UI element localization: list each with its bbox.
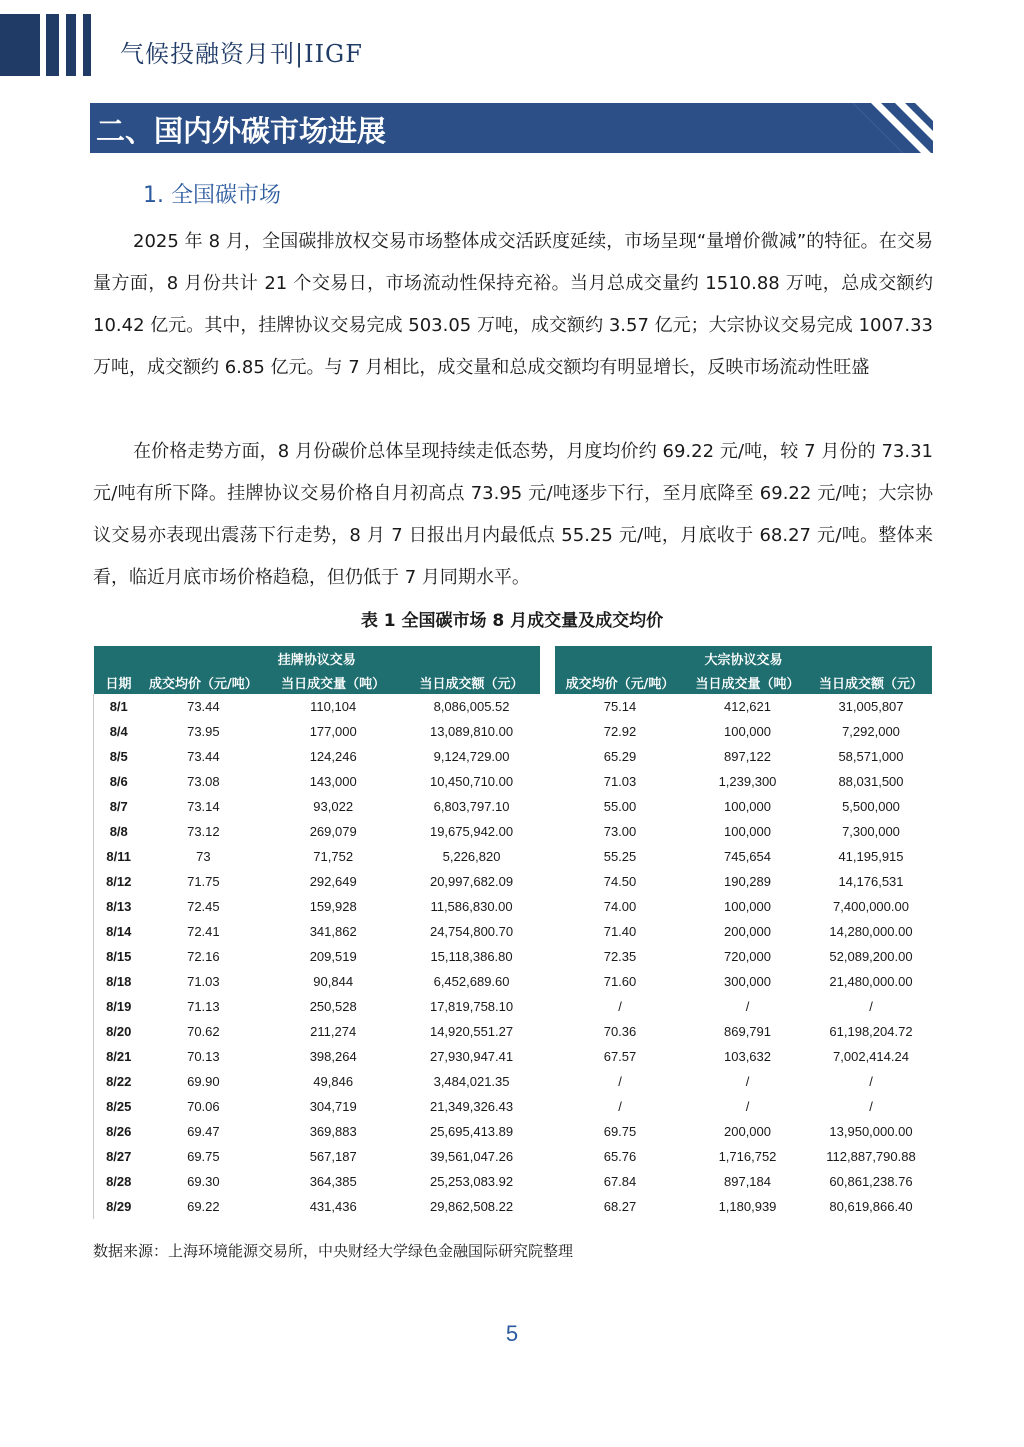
- table-row: [94, 844, 541, 869]
- date-cell: 8/6: [94, 769, 144, 794]
- table-row: [555, 794, 932, 819]
- table-cell: 341,862: [309, 924, 357, 939]
- table-cell: 5,500,000: [842, 799, 900, 814]
- table-cell: 159,928: [309, 899, 357, 914]
- section-title: 二、国内外碳市场进展: [96, 114, 387, 148]
- table-cell: 74.00: [603, 899, 637, 914]
- table-row: [555, 869, 932, 894]
- date-cell: 8/27: [94, 1144, 144, 1169]
- table-row: [555, 944, 932, 969]
- table-cell: 100,000: [724, 824, 771, 839]
- data-source-note: 数据来源：上海环境能源交易所，中央财经大学绿色金融国际研究院整理: [93, 1242, 574, 1260]
- table-cell: 897,122: [724, 749, 771, 764]
- table-cell: 73.12: [187, 824, 220, 839]
- table-row: [94, 919, 541, 944]
- table-cell: 72.16: [187, 949, 220, 964]
- table-row: [94, 969, 541, 994]
- table-cell: 110,104: [310, 699, 357, 714]
- col-header: 当日成交额（元）: [810, 670, 932, 694]
- table-cell: 73.14: [187, 799, 220, 814]
- table-cell: 67.57: [603, 1049, 637, 1064]
- table-cell: 73.95: [187, 724, 220, 739]
- table-row: [555, 1194, 932, 1219]
- table-row: [555, 719, 932, 744]
- col-header: 当日成交量（吨）: [685, 670, 810, 694]
- table-row: [555, 1019, 932, 1044]
- table-row: [555, 1169, 932, 1194]
- table-cell: 7,292,000: [842, 724, 900, 739]
- table-cell: 93,022: [313, 799, 354, 814]
- table-cell: 869,791: [724, 1024, 771, 1039]
- table-row: [555, 919, 932, 944]
- table-cell: /: [618, 1074, 622, 1089]
- table-row: [555, 894, 932, 919]
- table-cell: 200,000: [724, 1124, 771, 1139]
- table-cell: 897,184: [724, 1174, 771, 1189]
- header-bar: [66, 14, 76, 76]
- table-row: [555, 969, 932, 994]
- table-cell: 55.00: [603, 799, 637, 814]
- table-cell: 72.92: [603, 724, 637, 739]
- table-cell: 745,654: [724, 849, 771, 864]
- date-cell: 8/19: [94, 994, 144, 1019]
- table-row: [94, 794, 541, 819]
- table-cell: 72.41: [187, 924, 220, 939]
- table-cell: 100,000: [724, 899, 771, 914]
- table-cell: 73.44: [187, 749, 220, 764]
- date-cell: 8/7: [94, 794, 144, 819]
- table-row: [94, 994, 541, 1019]
- table-row: [94, 719, 541, 744]
- table-row: [555, 694, 932, 719]
- table-row: [555, 844, 932, 869]
- table-cell: 1,716,752: [718, 1149, 777, 1164]
- table-cell: 73.44: [187, 699, 220, 714]
- table-cell: 19,675,942.00: [429, 824, 514, 839]
- date-cell: 8/28: [94, 1169, 144, 1194]
- table-cell: /: [745, 1099, 750, 1114]
- table-cell: 69.47: [187, 1124, 220, 1139]
- table-row: [555, 1094, 932, 1119]
- table-cell: 567,187: [309, 1149, 357, 1164]
- table-cell: 5,226,820: [442, 849, 501, 864]
- group-header-listed: 挂牌协议交易: [94, 646, 541, 670]
- table-cell: 65.76: [603, 1149, 637, 1164]
- col-header: 当日成交额（元）: [403, 670, 540, 694]
- table-row: [94, 819, 541, 844]
- subsection-title: 1. 全国碳市场: [143, 183, 281, 208]
- header-bar: [0, 14, 40, 76]
- table-cell: 10,450,710.00: [429, 774, 514, 789]
- table-cell: 73: [196, 849, 211, 864]
- table-row: [555, 1144, 932, 1169]
- table-cell: 58,571,000: [838, 749, 904, 764]
- date-cell: 8/20: [94, 1019, 144, 1044]
- group-header-block: 大宗协议交易: [555, 646, 932, 670]
- table-cell: 364,385: [309, 1174, 357, 1189]
- table-cell: 15,118,386.80: [430, 949, 513, 964]
- listed-trading-table: [93, 646, 540, 1219]
- table-cell: 124,246: [309, 749, 357, 764]
- table-cell: 211,274: [310, 1024, 357, 1039]
- table-cell: 6,803,797.10: [433, 799, 510, 814]
- table-row: [555, 994, 932, 1019]
- paragraph-text: 2025 年 8 月，全国碳排放权交易市场整体成交活跃度延续，市场呈现“量增价微减”的特征。在交易量方面，8 月份共计 21 个交易日，市场流动性保持充裕。当月总成交量约 1510.88 万吨，总成交额约 10.42 亿元。其中，挂牌协议交易完成 503.05 万吨，成交额约 3.57 亿元；大宗协议交易完成 1007.33 万吨，成交额约 6.85 亿元。与 7 月相比，成交量和总成交额均有明显增长，反映市场流动性旺盛: [93, 231, 933, 378]
- table-cell: 39,561,047.26: [429, 1149, 514, 1164]
- table-cell: 71.75: [187, 874, 220, 889]
- table-cell: 90,844: [313, 974, 354, 989]
- date-cell: 8/18: [94, 969, 144, 994]
- table-cell: /: [745, 999, 750, 1014]
- table-row: [94, 1119, 541, 1144]
- table-cell: 14,176,531: [838, 874, 904, 889]
- table-cell: 7,400,000.00: [833, 899, 909, 914]
- table-cell: 31,005,807: [838, 699, 904, 714]
- paragraph-text: 在价格走势方面，8 月份碳价总体呈现持续走低态势，月度均价约 69.22 元/吨，较 7 月份的 73.31 元/吨有所下降。挂牌协议交易价格自月初高点 73.95 元/吨逐步下行，至月底降至 69.22 元/吨；大宗协议交易亦表现出震荡下行走势，8 月 7 日报出月内最低点 55.25 元/吨，月底收于 68.27 元/吨。整体来看，临近月底市场价格趋稳，但仍低于 7 月同期水平。: [93, 441, 933, 588]
- table-cell: 1,180,939: [718, 1199, 777, 1214]
- date-cell: 8/22: [94, 1069, 144, 1094]
- table-cell: 70.36: [603, 1024, 637, 1039]
- table-cell: 41,195,915: [838, 849, 904, 864]
- table-cell: 69.30: [187, 1174, 220, 1189]
- table-cell: /: [618, 1099, 622, 1114]
- table-cell: 209,519: [309, 949, 357, 964]
- table-cell: 431,436: [309, 1199, 357, 1214]
- table-row: [94, 869, 541, 894]
- table-cell: 80,619,866.40: [829, 1199, 913, 1214]
- table-cell: 60,861,238.76: [829, 1174, 913, 1189]
- table-cell: 6,452,689.60: [433, 974, 510, 989]
- section-banner: [90, 103, 933, 153]
- paragraph: [93, 431, 933, 599]
- table-cell: 71.60: [603, 974, 637, 989]
- table-cell: 71.03: [187, 974, 220, 989]
- table-cell: 69.90: [187, 1074, 220, 1089]
- table-cell: 71,752: [313, 849, 354, 864]
- table-row: [555, 1119, 932, 1144]
- table-cell: 70.62: [187, 1024, 220, 1039]
- table-cell: 3,484,021.35: [433, 1074, 510, 1089]
- table-row: [94, 1194, 541, 1219]
- table-cell: 190,289: [724, 874, 771, 889]
- table-row: [94, 1144, 541, 1169]
- table-row: [94, 1169, 541, 1194]
- table-row: [94, 1094, 541, 1119]
- date-cell: 8/1: [94, 694, 144, 719]
- header-title: 气候投融资月刊|IIGF: [120, 40, 363, 68]
- date-cell: 8/14: [94, 919, 144, 944]
- table-cell: 27,930,947.41: [429, 1049, 514, 1064]
- table-cell: 269,079: [309, 824, 357, 839]
- table-cell: 14,280,000.00: [829, 924, 913, 939]
- table-cell: 11,586,830.00: [430, 899, 513, 914]
- table-cell: 13,950,000.00: [829, 1124, 913, 1139]
- table-cell: 14,920,551.27: [429, 1024, 514, 1039]
- table-cell: 70.13: [187, 1049, 220, 1064]
- table-row: [555, 1069, 932, 1094]
- table-row: [94, 1019, 541, 1044]
- date-cell: 8/5: [94, 744, 144, 769]
- table-cell: 304,719: [309, 1099, 357, 1114]
- table-cell: 100,000: [724, 799, 771, 814]
- banner-stripes-icon: [853, 103, 933, 153]
- table-row: [555, 744, 932, 769]
- table-cell: 68.27: [603, 1199, 637, 1214]
- table-cell: 720,000: [724, 949, 771, 964]
- page-number: 5: [505, 1321, 519, 1346]
- table-cell: 69.22: [187, 1199, 220, 1214]
- table-cell: 55.25: [603, 849, 637, 864]
- table-cell: 200,000: [724, 924, 771, 939]
- table-row: [555, 1044, 932, 1069]
- table-cell: 73.00: [603, 824, 637, 839]
- table-cell: 72.45: [187, 899, 220, 914]
- table-cell: 69.75: [603, 1124, 637, 1139]
- table-cell: 67.84: [603, 1174, 637, 1189]
- table-cell: /: [869, 1099, 873, 1114]
- table-cell: /: [618, 999, 622, 1014]
- date-cell: 8/21: [94, 1044, 144, 1069]
- table-cell: 75.14: [603, 699, 637, 714]
- table-cell: /: [869, 999, 873, 1014]
- table-cell: 17,819,758.10: [429, 999, 514, 1014]
- table-cell: 71.13: [187, 999, 220, 1014]
- table-cell: 72.35: [603, 949, 637, 964]
- table-cell: 300,000: [724, 974, 771, 989]
- table-row: [94, 894, 541, 919]
- table-row: [94, 1044, 541, 1069]
- date-cell: 8/8: [94, 819, 144, 844]
- table-cell: /: [869, 1074, 873, 1089]
- table-cell: 398,264: [309, 1049, 357, 1064]
- table-cell: 1,239,300: [718, 774, 777, 789]
- table-cell: 52,089,200.00: [829, 949, 913, 964]
- table-cell: 7,002,414.24: [833, 1049, 909, 1064]
- table-cell: /: [745, 1074, 750, 1089]
- table-cell: 73.08: [187, 774, 220, 789]
- date-cell: 8/29: [94, 1194, 144, 1219]
- col-header: 成交均价（元/吨）: [555, 670, 685, 694]
- date-cell: 8/25: [94, 1094, 144, 1119]
- table-row: [94, 769, 541, 794]
- table-cell: 292,649: [309, 874, 357, 889]
- date-cell: 8/15: [94, 944, 144, 969]
- date-cell: 8/4: [94, 719, 144, 744]
- table-row: [555, 819, 932, 844]
- table-cell: 250,528: [309, 999, 357, 1014]
- table-cell: 24,754,800.70: [429, 924, 514, 939]
- table-cell: 103,632: [724, 1049, 771, 1064]
- col-header: 当日成交量（吨）: [263, 670, 403, 694]
- table-cell: 70.06: [187, 1099, 220, 1114]
- table-cell: 9,124,729.00: [433, 749, 510, 764]
- table-row: [555, 769, 932, 794]
- table-cell: 21,349,326.43: [429, 1099, 514, 1114]
- table-cell: 143,000: [309, 774, 357, 789]
- header-bar: [46, 14, 59, 76]
- date-cell: 8/26: [94, 1119, 144, 1144]
- table-cell: 100,000: [724, 724, 771, 739]
- col-header: 成交均价（元/吨）: [143, 670, 263, 694]
- header-bar: [83, 14, 91, 76]
- table-cell: 21,480,000.00: [829, 974, 913, 989]
- table-row: [94, 944, 541, 969]
- table-cell: 13,089,810.00: [429, 724, 514, 739]
- table-cell: 65.29: [603, 749, 637, 764]
- table-cell: 61,198,204.72: [829, 1024, 913, 1039]
- table-cell: 369,883: [309, 1124, 357, 1139]
- table-row: [94, 694, 541, 719]
- table-row: [94, 744, 541, 769]
- table-cell: 20,997,682.09: [429, 874, 514, 889]
- date-cell: 8/13: [94, 894, 144, 919]
- date-cell: 8/11: [94, 844, 144, 869]
- table-cell: 88,031,500: [838, 774, 904, 789]
- table-cell: 25,695,413.89: [429, 1124, 514, 1139]
- table-cell: 112,887,790.88: [826, 1149, 916, 1164]
- table-cell: 8,086,005.52: [433, 699, 510, 714]
- date-cell: 8/12: [94, 869, 144, 894]
- table-cell: 29,862,508.22: [429, 1199, 514, 1214]
- table-row: [94, 1069, 541, 1094]
- table-cell: 71.40: [603, 924, 637, 939]
- table-cell: 49,846: [313, 1074, 354, 1089]
- table-cell: 25,253,083.92: [429, 1174, 514, 1189]
- block-trading-table: [555, 646, 932, 1219]
- table-cell: 412,621: [724, 699, 771, 714]
- table-cell: 177,000: [309, 724, 357, 739]
- table-cell: 7,300,000: [842, 824, 900, 839]
- table-cell: 71.03: [603, 774, 637, 789]
- paragraph: [93, 221, 933, 389]
- table-caption: 表 1 全国碳市场 8 月成交量及成交均价: [360, 611, 664, 631]
- table-cell: 74.50: [603, 874, 637, 889]
- table-cell: 69.75: [187, 1149, 220, 1164]
- col-header: 日期: [94, 670, 144, 694]
